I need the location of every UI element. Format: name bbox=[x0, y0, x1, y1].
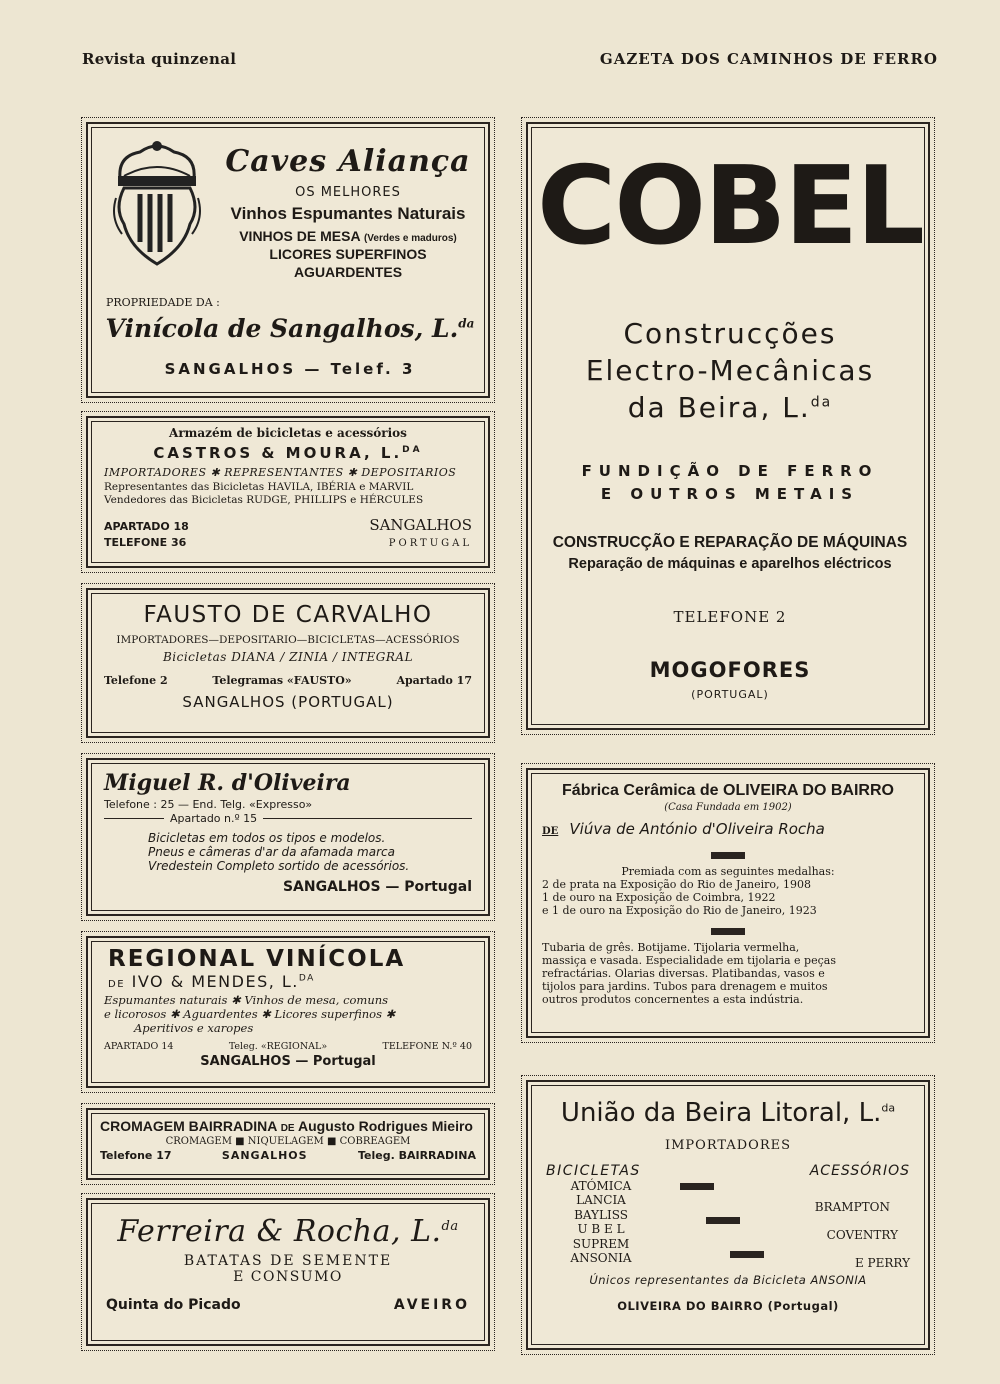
fabrica-p1: Tubaria de grês. Botijame. Tijolaria vermelha, bbox=[542, 941, 800, 954]
fausto-line2: Bicicletas DIANA / ZINIA / INTEGRAL bbox=[162, 650, 414, 664]
regional-l3: Aperitivos e xaropes bbox=[134, 1021, 254, 1035]
fausto-line1: IMPORTADORES—DEPOSITARIO—BICICLETAS—ACESSÓRIOS bbox=[116, 634, 460, 646]
fabrica-p3: refractárias. Olarias diversas. Platibandas, vasos e bbox=[542, 967, 825, 980]
uniao-bic: BICICLETAS bbox=[546, 1163, 641, 1179]
miguel-line1: Telefone : 25 — End. Telg. «Expresso» bbox=[104, 798, 313, 811]
cromagem-name: CROMAGEM BAIRRADINA bbox=[100, 1118, 277, 1134]
ad-cromagem-bairradina bbox=[86, 1108, 490, 1180]
ad-regional-vinicola bbox=[86, 936, 490, 1088]
cobel-n2: Electro-Mecânicas bbox=[585, 353, 875, 387]
uniao-rep: Únicos representantes da Bicicleta ANSONIA bbox=[589, 1273, 867, 1287]
fabrica-m0: Premiada com as seguintes medalhas: bbox=[621, 865, 835, 878]
cobel-c2: Reparação de máquinas e aparelhos eléctricos bbox=[568, 556, 892, 572]
uniao-name-sup: da bbox=[881, 1101, 896, 1115]
ad-cobel bbox=[526, 122, 930, 730]
cobel-logo: COBEL bbox=[537, 144, 923, 269]
caves-address: SANGALHOS — Telef. 3 bbox=[164, 360, 416, 378]
castros-rep2: Vendedores das Bicicletas RUDGE, PHILLIPS e HÉRCULES bbox=[104, 494, 424, 506]
dash-ornament-icon bbox=[706, 1217, 740, 1224]
fabrica-owner: Viúva de António d'Oliveira Rocha bbox=[569, 820, 825, 838]
fabrica-p4: tijolos para jardins. Tubos para drenagem e muitos bbox=[542, 980, 828, 993]
ferreira-right: AVEIRO bbox=[393, 1297, 470, 1313]
uniao-brand: U B E L bbox=[577, 1222, 625, 1237]
dash-ornament-icon bbox=[711, 852, 745, 859]
caves-line4: LICORES SUPERFINOS bbox=[269, 246, 427, 262]
dash-ornament-icon bbox=[680, 1183, 714, 1190]
regional-city: SANGALHOS — Portugal bbox=[200, 1054, 376, 1069]
caves-company-name: Vinícola de Sangalhos, L. bbox=[105, 314, 459, 343]
fabrica-title: Fábrica Cerâmica de OLIVEIRA DO BAIRRO bbox=[562, 782, 894, 799]
castros-name-sup: DA bbox=[402, 445, 423, 455]
fausto-apartado: Apartado 17 bbox=[396, 674, 472, 687]
cobel-f2: E OUTROS METAIS bbox=[600, 485, 860, 504]
miguel-city: SANGALHOS — Portugal bbox=[282, 879, 472, 895]
caves-company bbox=[88, 314, 490, 343]
ad-uniao-beira-litoral bbox=[526, 1080, 930, 1350]
cobel-f1: FUNDIÇÃO DE FERRO bbox=[581, 462, 879, 480]
fabrica-m3: e 1 de ouro na Exposição do Rio de Janeiro, 1923 bbox=[542, 904, 817, 917]
fabrica-p2: massiça e vasada. Especialidade em tijolaria e peças bbox=[542, 954, 836, 967]
uniao-acc-brand: BRAMPTON bbox=[814, 1200, 890, 1214]
uniao-acc-brand: COVENTRY bbox=[826, 1228, 898, 1242]
caves-line3: VINHOS DE MESA bbox=[239, 228, 361, 244]
ad-miguel-oliveira bbox=[86, 758, 490, 916]
uniao-brand: BAYLISS bbox=[574, 1207, 628, 1222]
caves-line5: AGUARDENTES bbox=[293, 264, 403, 280]
regional-sub-sup: DA bbox=[298, 973, 315, 984]
miguel-text2: Pneus e câmeras d'ar da afamada marca bbox=[148, 845, 395, 859]
ferreira-l2: E CONSUMO bbox=[233, 1269, 343, 1285]
dash-ornament-icon bbox=[730, 1251, 764, 1258]
dash-ornament-icon bbox=[711, 928, 745, 935]
castros-telefone: TELEFONE 36 bbox=[104, 536, 187, 549]
regional-name: REGIONAL VINÍCOLA bbox=[108, 946, 406, 972]
cobel-n1: Construcções bbox=[623, 317, 837, 350]
castros-rep1: Representantes das Bicicletas HAVILA, IBÉRIA e MARVIL bbox=[104, 481, 414, 493]
ferreira-left: Quinta do Picado bbox=[106, 1297, 241, 1313]
square-bullet-icon: ■ bbox=[326, 1136, 337, 1147]
fabrica-p5: outros produtos concernentes a esta indústria. bbox=[542, 993, 804, 1006]
ad-caves-alianca bbox=[86, 122, 490, 398]
crown-crest-icon bbox=[110, 138, 204, 268]
uniao-brand: SUPREM bbox=[572, 1236, 630, 1251]
castros-roles: IMPORTADORES ✱ REPRESENTANTES ✱ DEPOSITARIOS bbox=[104, 466, 457, 479]
miguel-rule-right bbox=[263, 818, 472, 819]
cobel-country: (PORTUGAL) bbox=[691, 688, 769, 701]
uniao-name: União da Beira Litoral, L. bbox=[560, 1098, 882, 1128]
caves-line2: Vinhos Espumantes Naturais bbox=[230, 204, 466, 223]
cromagem-s3: COBREAGEM bbox=[339, 1136, 411, 1147]
castros-apartado: APARTADO 18 bbox=[104, 520, 189, 533]
cromagem-s1: CROMAGEM bbox=[165, 1136, 232, 1147]
caves-line3-note: (Verdes e maduros) bbox=[363, 233, 457, 244]
regional-sub: IVO & MENDES, L. bbox=[131, 972, 299, 991]
fausto-tel: Telefone 2 bbox=[104, 674, 168, 687]
cobel-n3-sup: da bbox=[810, 394, 833, 411]
cobel-city: MOGOFORES bbox=[649, 658, 811, 682]
miguel-text3: Vredestein Completo sortido de acessórios. bbox=[148, 859, 410, 873]
cromagem-de: DE bbox=[280, 1123, 295, 1134]
castros-country: PORTUGAL bbox=[388, 538, 472, 549]
uniao-brand: ANSONIA bbox=[570, 1250, 632, 1265]
miguel-line2: Apartado n.º 15 bbox=[170, 812, 258, 825]
journal-title: GAZETA DOS CAMINHOS DE FERRO bbox=[599, 50, 938, 68]
caves-title: Caves Aliança bbox=[225, 144, 471, 179]
castros-name: CASTROS & MOURA, L. bbox=[153, 444, 403, 462]
cromagem-tel: Telefone 17 bbox=[100, 1149, 172, 1162]
regional-l2: e licorosos ✱ Aguardentes ✱ Licores superfinos ✱ bbox=[104, 1007, 396, 1021]
uniao-brand: LANCIA bbox=[576, 1193, 626, 1208]
castros-city: SANGALHOS bbox=[369, 516, 472, 534]
miguel-rule-left bbox=[104, 818, 164, 819]
miguel-text1: Bicicletas em todos os tipos e modelos. bbox=[148, 831, 386, 845]
fausto-name: FAUSTO DE CARVALHO bbox=[143, 602, 433, 628]
uniao-city: OLIVEIRA DO BAIRRO (Portugal) bbox=[617, 1299, 839, 1313]
fausto-city: SANGALHOS (PORTUGAL) bbox=[182, 693, 394, 711]
cromagem-owner: Augusto Rodrigues Mieiro bbox=[297, 1118, 473, 1134]
fabrica-founded: (Casa Fundada em 1902) bbox=[664, 802, 792, 813]
ad-ferreira-rocha bbox=[86, 1198, 490, 1346]
cobel-n3: da Beira, L. bbox=[627, 390, 811, 424]
caves-prop-label: PROPRIEDADE DA : bbox=[106, 296, 220, 309]
miguel-name: Miguel R. d'Oliveira bbox=[104, 770, 351, 796]
cromagem-teleg: Teleg. BAIRRADINA bbox=[357, 1149, 476, 1162]
fabrica-m1: 2 de prata na Exposição do Rio de Janeiro, 1908 bbox=[542, 878, 811, 891]
fabrica-m2: 1 de ouro na Exposição de Coimbra, 1922 bbox=[542, 891, 776, 904]
cromagem-s2: NIQUELAGEM bbox=[247, 1136, 324, 1147]
ad-fausto-carvalho bbox=[86, 588, 490, 738]
castros-top: Armazém de bicicletas e acessórios bbox=[169, 426, 407, 440]
regional-l1: Espumantes naturais ✱ Vinhos de mesa, comuns bbox=[104, 993, 389, 1007]
ferreira-l1: BATATAS DE SEMENTE bbox=[183, 1253, 393, 1269]
regional-teleg: Teleg. «REGIONAL» bbox=[228, 1041, 328, 1052]
ad-fabrica-ceramica bbox=[526, 768, 930, 1038]
regional-sub-pre: DE bbox=[108, 979, 126, 990]
fabrica-de: DE bbox=[542, 826, 559, 837]
journal-subtitle: Revista quinzenal bbox=[82, 50, 237, 68]
uniao-importers: IMPORTADORES bbox=[664, 1138, 792, 1153]
caves-line1: OS MELHORES bbox=[295, 185, 401, 200]
cobel-tel: TELEFONE 2 bbox=[673, 608, 787, 626]
ferreira-name-sup: da bbox=[441, 1219, 459, 1234]
regional-apartado: APARTADO 14 bbox=[104, 1041, 174, 1052]
cromagem-city: SANGALHOS bbox=[221, 1149, 308, 1162]
cobel-c1: CONSTRUCÇÃO E REPARAÇÃO DE MÁQUINAS bbox=[552, 534, 908, 551]
uniao-brand: ATÓMICA bbox=[570, 1179, 632, 1193]
fausto-teleg: Telegramas «FAUSTO» bbox=[212, 674, 352, 687]
ad-castros-moura bbox=[86, 416, 490, 568]
caves-company-sup: da bbox=[458, 316, 475, 331]
ferreira-name: Ferreira & Rocha, L. bbox=[117, 1214, 442, 1249]
regional-telefone: TELEFONE N.º 40 bbox=[382, 1041, 472, 1052]
uniao-acc: ACESSÓRIOS bbox=[809, 1163, 910, 1179]
square-bullet-icon: ■ bbox=[235, 1136, 245, 1147]
uniao-acc-brand: E PERRY bbox=[854, 1256, 910, 1270]
